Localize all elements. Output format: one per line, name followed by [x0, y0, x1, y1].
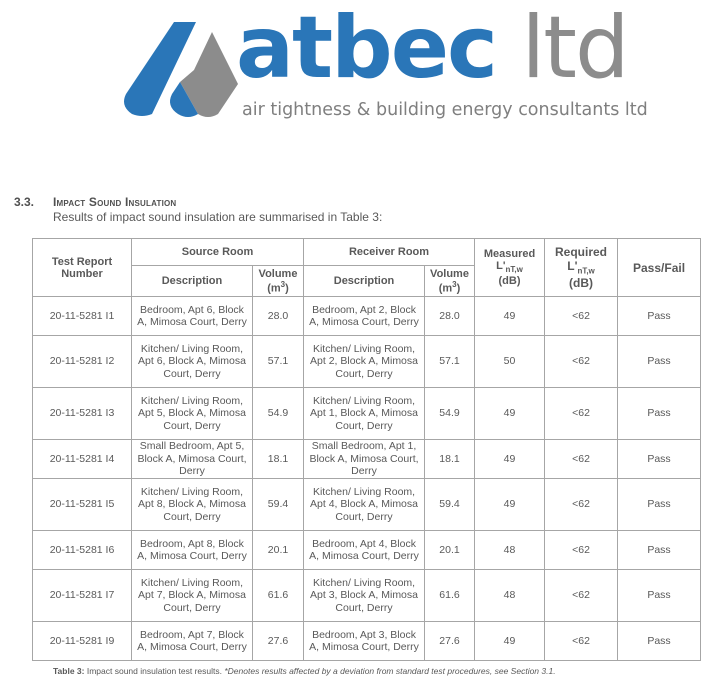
receiver-volume-cell: 54.9	[425, 388, 475, 440]
measured-cell: 49	[475, 440, 545, 479]
header-source-volume: Volume $(m^3)$	[253, 266, 304, 297]
table-row	[33, 297, 701, 336]
impact-sound-results-table	[32, 238, 701, 661]
caption-label: Table 3:	[53, 666, 85, 676]
header-pass-fail: Pass/Fail	[618, 239, 701, 297]
receiver-description-cell: Kitchen/ Living Room, Apt 4, Block A, Mimosa Court, Derry	[304, 479, 425, 531]
measured-cell: 49	[475, 479, 545, 531]
required-cell: <62	[545, 531, 618, 570]
source-description-cell: Bedroom, Apt 7, Block A, Mimosa Court, Derry	[132, 622, 253, 661]
test-report-cell: 20-11-5281 I6	[33, 531, 132, 570]
receiver-volume-cell: 61.6	[425, 570, 475, 622]
source-description-cell: Bedroom, Apt 6, Block A, Mimosa Court, Derry	[132, 297, 253, 336]
source-description-cell: Kitchen/ Living Room, Apt 8, Block A, Mimosa Court, Derry	[132, 479, 253, 531]
pass-fail-cell: Pass	[618, 336, 701, 388]
receiver-volume-cell: 27.6	[425, 622, 475, 661]
source-volume-cell: 27.6	[253, 622, 304, 661]
section-title: Impact Sound Insulation	[53, 195, 177, 209]
required-cell: <62	[545, 622, 618, 661]
source-volume-cell: 57.1	[253, 336, 304, 388]
header-required: Required $L'_{nT,w}$ (dB)	[545, 239, 618, 297]
test-report-cell: 20-11-5281 I2	[33, 336, 132, 388]
test-report-cell: 20-11-5281 I1	[33, 297, 132, 336]
test-report-cell: 20-11-5281 I3	[33, 388, 132, 440]
header-measured: Measured $L'_{nT,w}$ (dB)	[475, 239, 545, 297]
caption-note: *Denotes results affected by a deviation from standard test procedures, see Section 3.1.	[224, 666, 556, 676]
header-test-report: Test Report Number	[33, 239, 132, 297]
table-row	[33, 440, 701, 479]
required-cell: <62	[545, 297, 618, 336]
receiver-description-cell: Bedroom, Apt 2, Block A, Mimosa Court, Derry	[304, 297, 425, 336]
source-volume-cell: 61.6	[253, 570, 304, 622]
receiver-description-cell: Bedroom, Apt 3, Block A, Mimosa Court, Derry	[304, 622, 425, 661]
table-caption	[53, 666, 556, 676]
source-description-cell: Kitchen/ Living Room, Apt 5, Block A, Mimosa Court, Derry	[132, 388, 253, 440]
test-report-cell: 20-11-5281 I4	[33, 440, 132, 479]
measured-cell: 49	[475, 622, 545, 661]
receiver-description-cell: Kitchen/ Living Room, Apt 2, Block A, Mimosa Court, Derry	[304, 336, 425, 388]
header-source-description: Description	[132, 266, 253, 297]
receiver-volume-cell: 20.1	[425, 531, 475, 570]
required-cell: <62	[545, 336, 618, 388]
logo-tagline: air tightness & building energy consultants ltd	[242, 100, 648, 120]
pass-fail-cell: Pass	[618, 622, 701, 661]
source-description-cell: Bedroom, Apt 8, Block A, Mimosa Court, Derry	[132, 531, 253, 570]
table-row	[33, 570, 701, 622]
pass-fail-cell: Pass	[618, 479, 701, 531]
header-receiver-room: Receiver Room	[304, 239, 475, 266]
receiver-description-cell: Kitchen/ Living Room, Apt 3, Block A, Mimosa Court, Derry	[304, 570, 425, 622]
logo-brand: atbec	[236, 0, 497, 98]
header-receiver-volume: Volume $(m^3)$	[425, 266, 475, 297]
company-logo	[122, 0, 648, 134]
required-cell: <62	[545, 479, 618, 531]
measured-cell: 50	[475, 336, 545, 388]
logo-wordmark	[236, 0, 628, 98]
receiver-volume-cell: 18.1	[425, 440, 475, 479]
test-report-cell: 20-11-5281 I9	[33, 622, 132, 661]
source-description-cell: Small Bedroom, Apt 5, Block A, Mimosa Court, Derry	[132, 440, 253, 479]
source-volume-cell: 59.4	[253, 479, 304, 531]
required-cell: <62	[545, 440, 618, 479]
table-row	[33, 388, 701, 440]
source-description-cell: Kitchen/ Living Room, Apt 7, Block A, Mimosa Court, Derry	[132, 570, 253, 622]
receiver-volume-cell: 59.4	[425, 479, 475, 531]
test-report-cell: 20-11-5281 I5	[33, 479, 132, 531]
pass-fail-cell: Pass	[618, 570, 701, 622]
pass-fail-cell: Pass	[618, 440, 701, 479]
measured-cell: 48	[475, 570, 545, 622]
table-row	[33, 531, 701, 570]
source-description-cell: Kitchen/ Living Room, Apt 6, Block A, Mimosa Court, Derry	[132, 336, 253, 388]
logo-suffix: ltd	[496, 0, 628, 98]
source-volume-cell: 18.1	[253, 440, 304, 479]
measured-cell: 49	[475, 297, 545, 336]
logo-mark-icon	[122, 18, 238, 122]
required-cell: <62	[545, 570, 618, 622]
header-source-room: Source Room	[132, 239, 304, 266]
pass-fail-cell: Pass	[618, 531, 701, 570]
pass-fail-cell: Pass	[618, 297, 701, 336]
header-receiver-description: Description	[304, 266, 425, 297]
section-number: 3.3.	[14, 195, 35, 209]
measured-cell: 49	[475, 388, 545, 440]
pass-fail-cell: Pass	[618, 388, 701, 440]
table-row	[33, 622, 701, 661]
receiver-volume-cell: 57.1	[425, 336, 475, 388]
receiver-description-cell: Bedroom, Apt 4, Block A, Mimosa Court, Derry	[304, 531, 425, 570]
source-volume-cell: 20.1	[253, 531, 304, 570]
receiver-description-cell: Kitchen/ Living Room, Apt 1, Block A, Mimosa Court, Derry	[304, 388, 425, 440]
test-report-cell: 20-11-5281 I7	[33, 570, 132, 622]
measured-cell: 48	[475, 531, 545, 570]
required-cell: <62	[545, 388, 618, 440]
caption-text: Impact sound insulation test results.	[84, 666, 225, 676]
section-intro: Results of impact sound insulation are summarised in Table 3:	[53, 210, 383, 224]
receiver-volume-cell: 28.0	[425, 297, 475, 336]
table-row	[33, 336, 701, 388]
source-volume-cell: 54.9	[253, 388, 304, 440]
receiver-description-cell: Small Bedroom, Apt 1, Block A, Mimosa Court, Derry	[304, 440, 425, 479]
source-volume-cell: 28.0	[253, 297, 304, 336]
table-row	[33, 479, 701, 531]
